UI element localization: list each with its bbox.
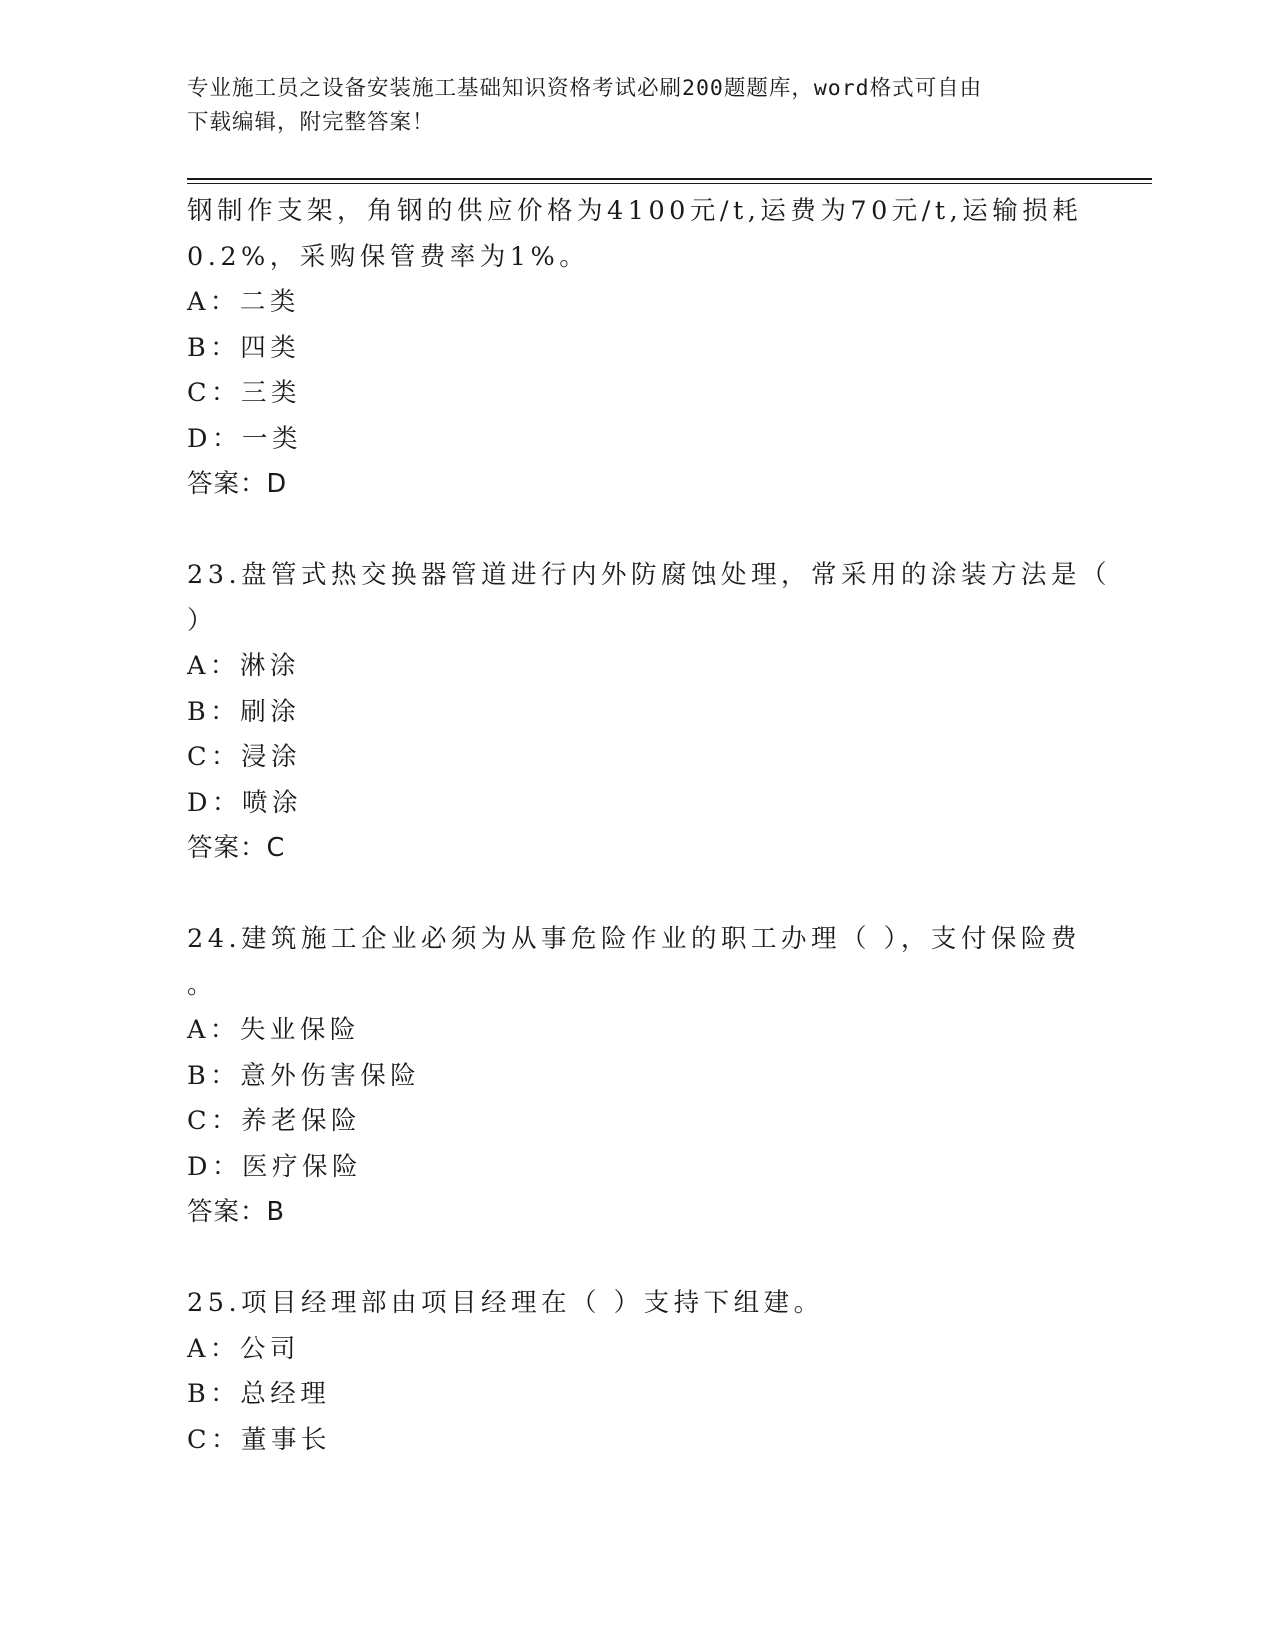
option-a: A：淋涂 (187, 651, 300, 681)
question-24 (187, 917, 1087, 1236)
question-stem-line: 。 (187, 969, 218, 1000)
question-22-fragment (187, 189, 1087, 508)
question-23 (187, 553, 1112, 872)
question-stem-line: ） (187, 605, 218, 636)
option-a: A：失业保险 (187, 1015, 360, 1045)
option-c: C：董事长 (187, 1424, 332, 1455)
header-divider-thick (187, 178, 1152, 180)
option-c: C：养老保险 (187, 1106, 362, 1136)
question-stem-line: 钢制作支架，角钢的供应价格为4100元/t,运费为70元/t,运输损耗 (187, 196, 1083, 226)
answer-line: 答案：D (187, 469, 288, 499)
option-a: A：二类 (187, 287, 300, 317)
question-stem-line: 25.项目经理部由项目经理在（ ）支持下组建。 (187, 1288, 824, 1318)
header-divider-thin (187, 183, 1152, 184)
question-25 (187, 1281, 1087, 1463)
option-c: C：三类 (187, 378, 302, 408)
answer-line: 答案：B (187, 1197, 285, 1227)
document-header (187, 72, 1087, 140)
option-c: C：浸涂 (187, 742, 302, 772)
option-a: A：公司 (187, 1333, 300, 1364)
question-stem-line: 0.2%，采购保管费率为1%。 (187, 241, 590, 272)
option-b: B：四类 (187, 332, 301, 363)
option-d: D：喷涂 (187, 787, 302, 818)
option-d: D：医疗保险 (187, 1151, 362, 1182)
option-b: B：总经理 (187, 1379, 331, 1409)
question-stem-line: 23.盘管式热交换器管道进行内外防腐蚀处理，常采用的涂装方法是（ (187, 560, 1112, 590)
option-b: B：刷涂 (187, 696, 301, 727)
question-stem-line: 24.建筑施工企业必须为从事危险作业的职工办理（ ），支付保险费 (187, 924, 1081, 954)
question-content (187, 189, 1112, 1463)
option-d: D：一类 (187, 423, 302, 454)
header-line-1: 专业施工员之设备安装施工基础知识资格考试必刷200题题库，word格式可自由 (187, 76, 983, 101)
option-b: B：意外伤害保险 (187, 1060, 421, 1091)
header-line-2: 下载编辑，附完整答案！ (187, 110, 435, 135)
answer-line: 答案：C (187, 833, 286, 863)
